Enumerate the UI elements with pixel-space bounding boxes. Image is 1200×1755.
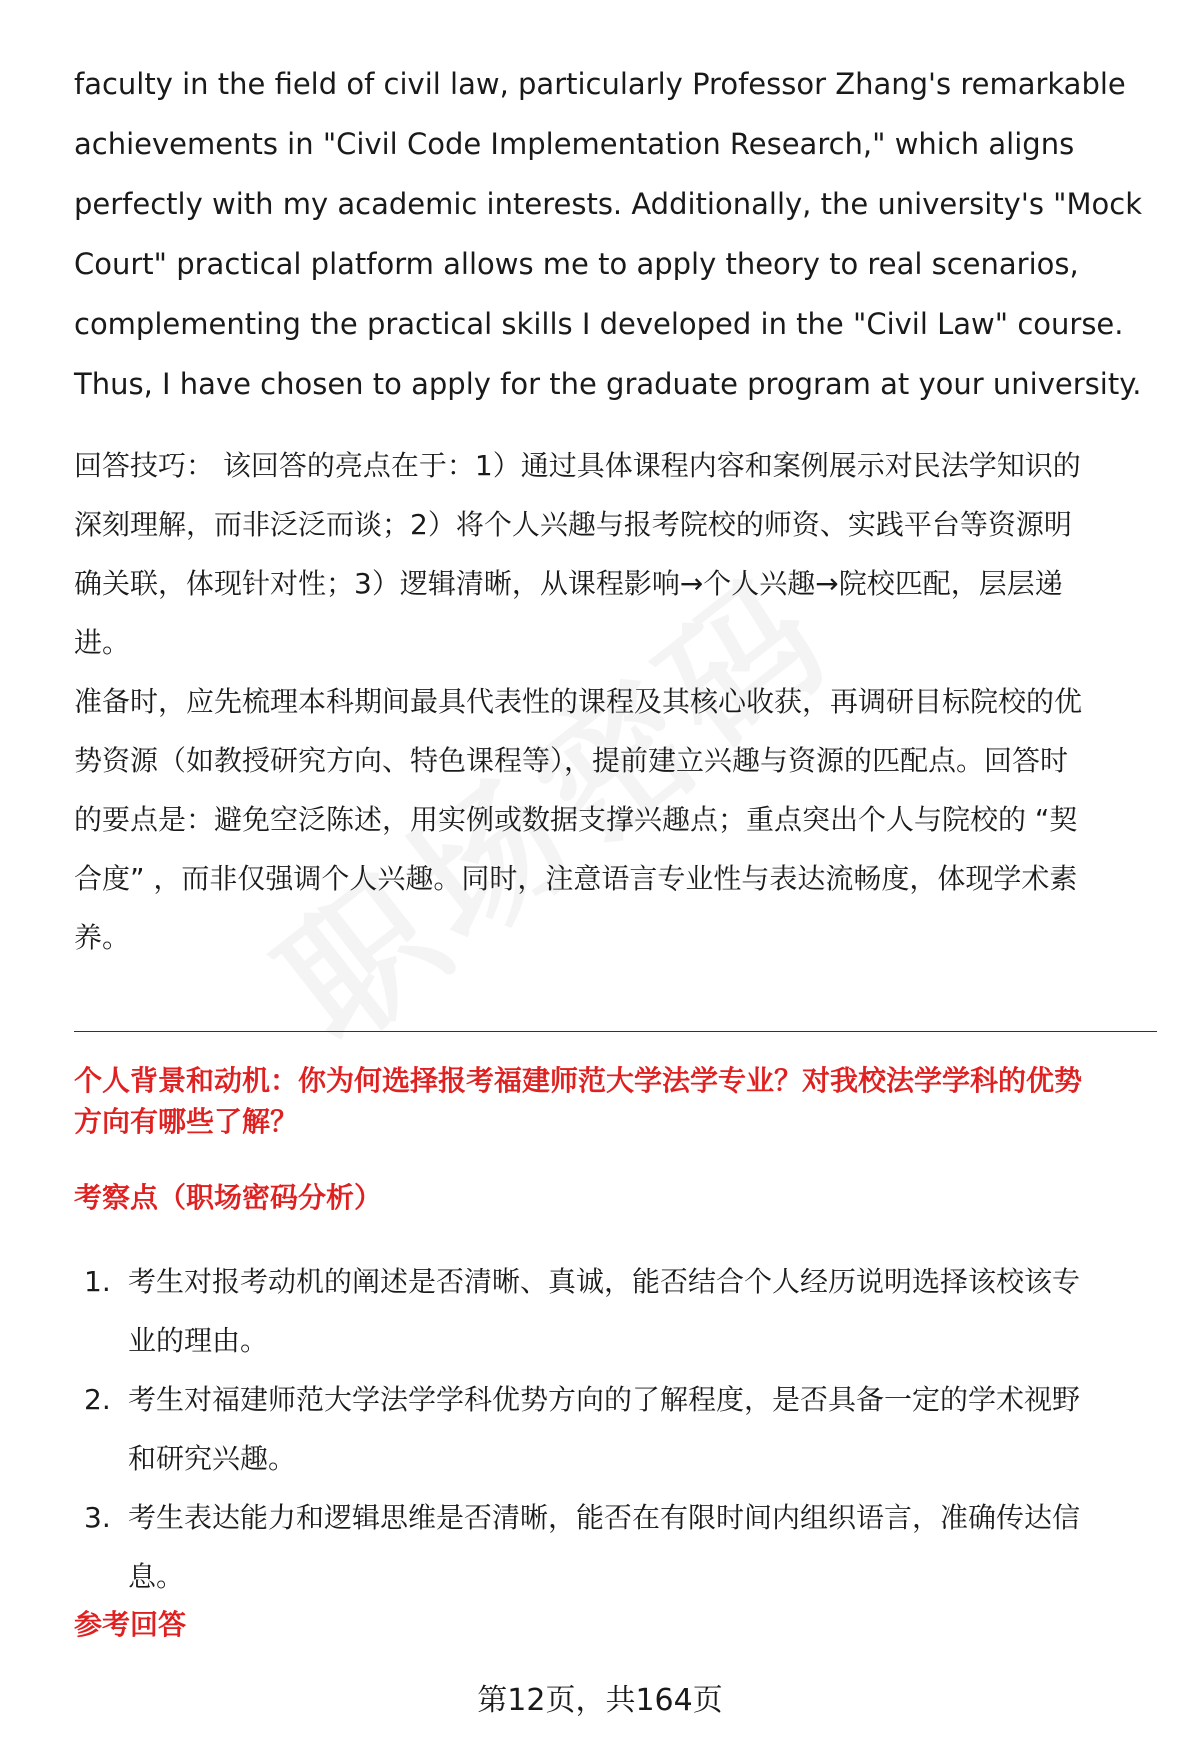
text-line: 业的理由。 (128, 1324, 269, 1357)
text-line: 势资源（如教授研究方向、特色课程等），提前建立兴趣与资源的匹配点。回答时 (74, 744, 1069, 777)
reference-answer-heading: 参考回答 (74, 1608, 187, 1641)
text-line: 考生对福建师范大学法学学科优势方向的了解程度，是否具备一定的学术视野 (128, 1383, 1081, 1416)
list-number: 3. (84, 1501, 111, 1534)
answer-tips (74, 436, 1154, 967)
list-item (74, 1488, 1164, 1606)
text-line: 准备时，应先梳理本科期间最具代表性的课程及其核心收获，再调研目标院校的优 (74, 685, 1083, 718)
page-content (74, 54, 1154, 967)
question-title (74, 1060, 1164, 1142)
text-line: 确关联，体现针对性；3）逻辑清晰，从课程影响→个人兴趣→院校匹配，层层递 (74, 567, 1063, 600)
text-line: perfectly with my academic interests. Additionally, the university's "Mock (74, 187, 1142, 221)
list-number: 1. (84, 1265, 111, 1298)
text-line: 合度” ，而非仅强调个人兴趣。同时，注意语言专业性与表达流畅度，体现学术素 (74, 862, 1078, 895)
text-line: 深刻理解，而非泛泛而谈；2）将个人兴趣与报考院校的师资、实践平台等资源明 (74, 508, 1072, 541)
text-line: 和研究兴趣。 (128, 1442, 297, 1475)
english-answer-paragraph (74, 54, 1154, 414)
text-line: faculty in the field of civil law, particularly Professor Zhang's remarkable (74, 67, 1126, 101)
list-item (74, 1370, 1164, 1488)
text-line: 养。 (74, 921, 131, 954)
text-line: 个人背景和动机：你为何选择报考福建师范大学法学专业？对我校法学学科的优势 (74, 1064, 1083, 1097)
list-item (74, 1252, 1164, 1370)
section-divider (74, 1031, 1157, 1032)
text-line: 息。 (128, 1560, 185, 1593)
page-number: 第12页，共164页 (477, 1683, 723, 1718)
text-line: complementing the practical skills I developed in the "Civil Law" course. (74, 307, 1124, 341)
text-line: achievements in "Civil Code Implementation Research," which aligns (74, 127, 1075, 161)
assessment-heading: 考察点（职场密码分析） (74, 1181, 383, 1214)
text-line: 方向有哪些了解？ (74, 1105, 299, 1138)
text-line: Court" practical platform allows me to apply theory to real scenarios, (74, 247, 1079, 281)
text-line: 考生表达能力和逻辑思维是否清晰，能否在有限时间内组织语言，准确传达信 (128, 1501, 1081, 1534)
text-line: 的要点是：避免空泛陈述，用实例或数据支撑兴趣点；重点突出个人与院校的 “契 (74, 803, 1078, 836)
assessment-list (74, 1252, 1164, 1606)
list-number: 2. (84, 1383, 111, 1416)
text-line: 进。 (74, 626, 131, 659)
text-line: 回答技巧： 该回答的亮点在于：1）通过具体课程内容和案例展示对民法学知识的 (74, 449, 1081, 482)
text-line: Thus, I have chosen to apply for the graduate program at your university. (74, 367, 1142, 401)
text-line: 考生对报考动机的阐述是否清晰、真诚，能否结合个人经历说明选择该校该专 (128, 1265, 1081, 1298)
